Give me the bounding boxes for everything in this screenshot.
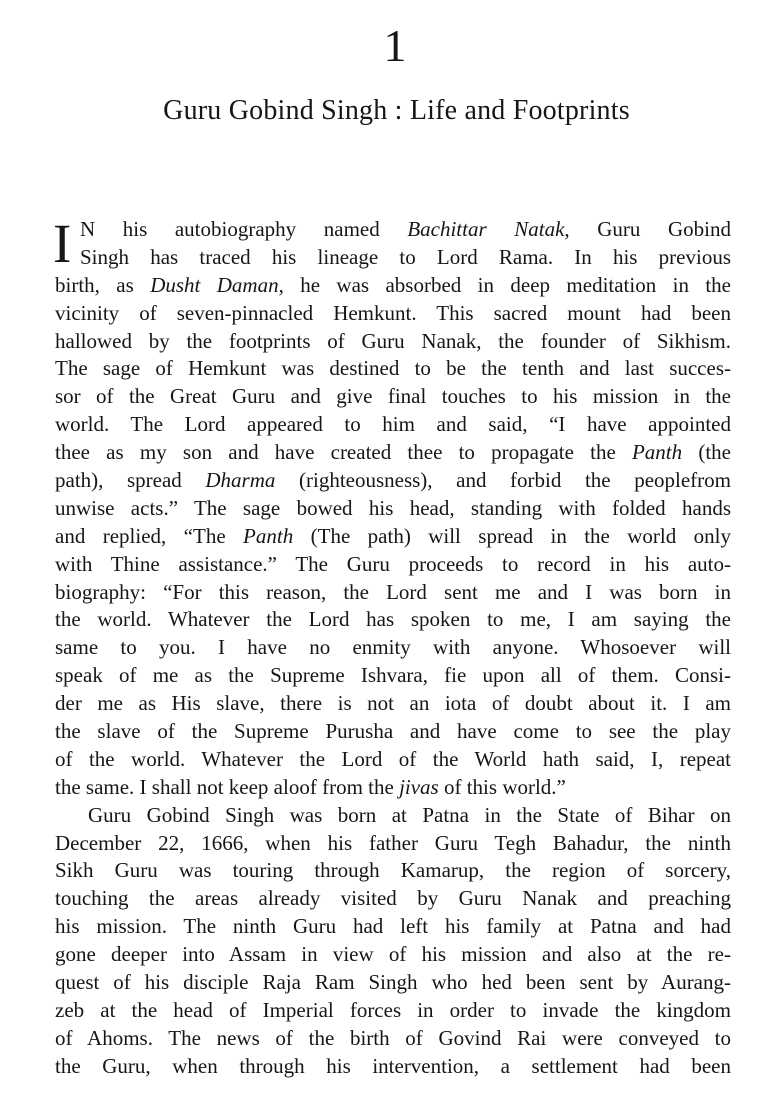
chapter-number: 1 [383,20,407,71]
text-line: Guru Gobind Singh was born at Patna in the State of Bihar on [88,802,731,827]
text-line: touching the areas already visited by Guru Nanak and preaching [55,886,731,911]
italic-term: Panth [631,440,683,465]
italic-term: jivas [399,774,439,799]
text-line: Sikh Guru was touring through Kamarup, the region of sorcery, [55,858,731,883]
text-line: of Ahoms. The news of the birth of Govind Rai were conveyed to [55,1025,731,1050]
text-line: world. The Lord appeared to him and said, “I have appointed [55,412,731,437]
italic-term: Panth [243,523,294,548]
italic-term: Dusht Daman [150,272,279,297]
text-line: vicinity of seven-pinnacled Hemkunt. This sacred mount had been [55,300,731,325]
text-line: gone deeper into Assam in view of his mission and also at the re- [55,942,731,967]
text-line: Singh has traced his lineage to Lord Rama. In his previous [80,244,731,269]
text-line: unwise acts.” The sage bowed his head, standing with folded hands [55,495,731,520]
text-line: thee as my son and have created thee to propagate the Panth (the [55,440,731,465]
text-line: same to you. I have no enmity with anyone. Whosoever will [55,635,731,660]
text-line: the slave of the Supreme Purusha and have come to see the play [55,719,731,744]
chapter-title: Guru Gobind Singh : Life and Footprints [163,95,630,126]
text-line: and replied, “The Panth (The path) will spread in the world only [55,523,731,548]
text-line: speak of me as the Supreme Ishvara, fie upon all of them. Consi- [55,663,731,688]
italic-term: Dharma [205,468,276,493]
text-line: with Thine assistance.” The Guru proceeds to record in his auto- [55,551,731,576]
text-line: the world. Whatever the Lord has spoken to me, I am saying the [55,607,731,632]
text-line: N his autobiography named Bachittar Natak, Guru Gobind [80,217,731,241]
text-line: hallowed by the footprints of Guru Nanak, the founder of Sikhism. [55,328,731,353]
text-line: the Guru, when through his intervention, a settlement had been [55,1053,731,1078]
text-line: December 22, 1666, when his father Guru Tegh Bahadur, the ninth [55,830,731,855]
italic-term: Bachittar Natak [407,217,565,241]
paragraph [55,802,731,1081]
text-line: of the world. Whatever the Lord of the World hath said, I, repeat [55,746,731,771]
text-line: birth, as Dusht Daman, he was absorbed in deep meditation in the [55,272,731,297]
text-line: biography: “For this reason, the Lord sent me and I was born in [55,579,731,604]
body-text [53,213,731,1081]
text-line: the same. I shall not keep aloof from the jivas of this world.” [55,774,566,799]
text-line: zeb at the head of Imperial forces in order to invade the kingdom [55,997,731,1022]
text-line: sor of the Great Guru and give final touches to his mission in the [55,384,731,409]
paragraph [53,213,731,802]
text-line: der me as His slave, there is not an iota of doubt about it. I am [55,691,731,716]
text-line: The sage of Hemkunt was destined to be the tenth and last succes- [55,356,731,381]
text-line: quest of his disciple Raja Ram Singh who hed been sent by Aurang- [55,970,731,995]
drop-cap: I [53,213,72,274]
text-line: path), spread Dharma (righteousness), and forbid the peoplefrom [55,468,731,493]
text-line: his mission. The ninth Guru had left his family at Patna and had [55,914,731,939]
